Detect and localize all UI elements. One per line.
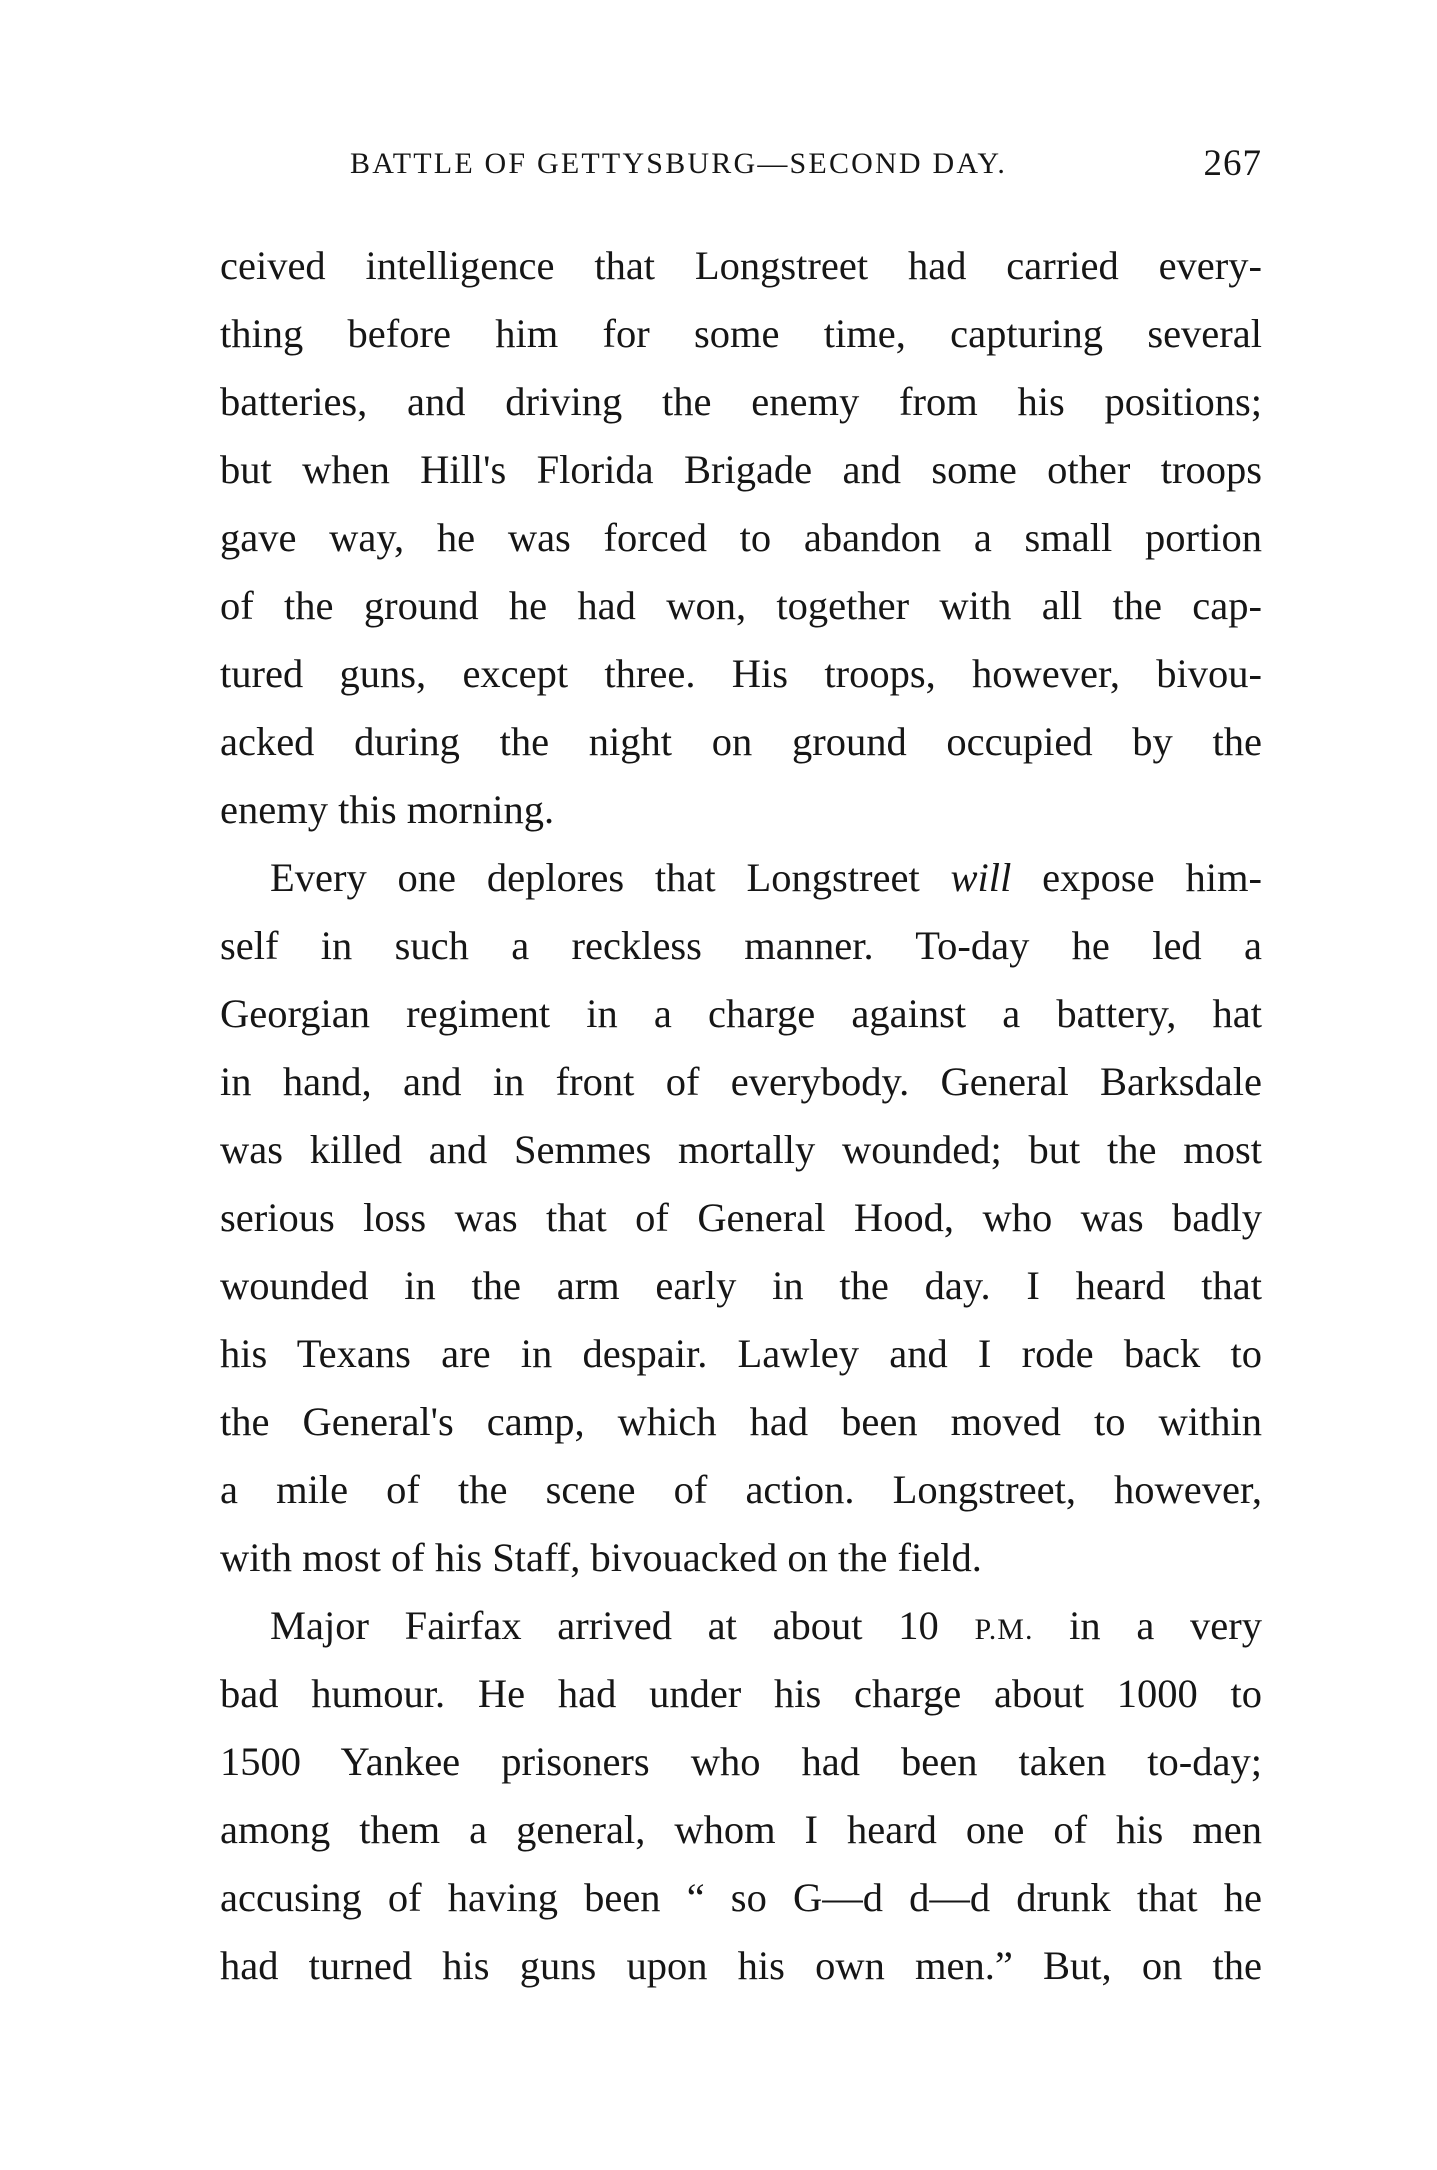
text-line: 1500 Yankee prisoners who had been taken to-day; <box>220 1739 1262 1784</box>
italic-word: will <box>950 855 1012 900</box>
body-text <box>220 232 1262 2000</box>
text-line: serious loss was that of General Hood, who was badly <box>220 1195 1262 1240</box>
text-run: Major Fairfax arrived at about 10 <box>270 1603 975 1648</box>
text-run: Every one deplores that Longstreet <box>270 855 951 900</box>
text-line: self in such a reckless manner. To-day he led a <box>220 923 1262 968</box>
text-line: wounded in the arm early in the day. I heard that <box>220 1263 1262 1308</box>
text-line: his Texans are in despair. Lawley and I rode back to <box>220 1331 1262 1376</box>
text-line: Georgian regiment in a charge against a battery, hat <box>220 991 1262 1036</box>
text-line: acked during the night on ground occupied by the <box>220 719 1262 764</box>
text-run: in a very <box>1033 1603 1262 1648</box>
paragraph-first-line <box>220 1592 1262 1660</box>
text-line: the General's camp, which had been moved to within <box>220 1399 1262 1444</box>
text-line: enemy this morning. <box>220 787 555 832</box>
paragraph-first-line <box>220 844 1262 912</box>
page-number: 267 <box>1203 143 1262 184</box>
text-line: but when Hill's Florida Brigade and some other troops <box>220 447 1262 492</box>
text-line: thing before him for some time, capturing several <box>220 311 1262 356</box>
text-line: tured guns, except three. His troops, however, bivou- <box>220 651 1262 696</box>
text-line: was killed and Semmes mortally wounded; but the most <box>220 1127 1262 1172</box>
text-line: ceived intelligence that Longstreet had carried every- <box>220 243 1262 288</box>
text-line: with most of his Staff, bivouacked on the field. <box>220 1535 982 1580</box>
text-line: accusing of having been “ so G—d d—d drunk that he <box>220 1875 1262 1920</box>
text-line: in hand, and in front of everybody. General Barksdale <box>220 1059 1262 1104</box>
text-line: batteries, and driving the enemy from his positions; <box>220 379 1262 424</box>
running-head <box>350 140 1262 188</box>
text-line: bad humour. He had under his charge about 1000 to <box>220 1671 1262 1716</box>
text-line: gave way, he was forced to abandon a small portion <box>220 515 1262 560</box>
time-abbreviation: P.M. <box>974 1613 1034 1646</box>
text-line: had turned his guns upon his own men.” But, on the <box>220 1943 1262 1988</box>
text-line: a mile of the scene of action. Longstreet, however, <box>220 1467 1262 1512</box>
text-line: of the ground he had won, together with all the cap- <box>220 583 1262 628</box>
running-title: BATTLE OF GETTYSBURG—SECOND DAY. <box>350 147 1008 180</box>
text-line: among them a general, whom I heard one of his men <box>220 1807 1262 1852</box>
text-run: expose him- <box>1011 855 1262 900</box>
